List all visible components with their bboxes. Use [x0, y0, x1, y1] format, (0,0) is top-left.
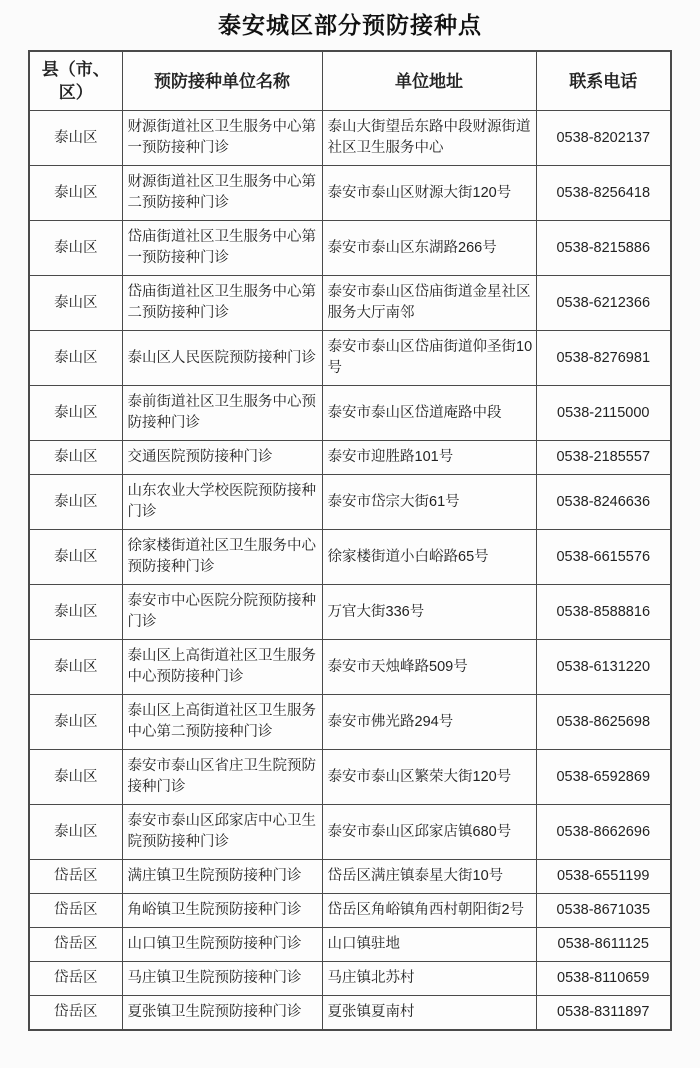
cell-phone: 0538-6592869: [536, 750, 671, 805]
cell-name: 泰山区上高街道社区卫生服务中心预防接种门诊: [122, 640, 322, 695]
table-row: [29, 331, 671, 386]
cell-phone: 0538-6551199: [536, 860, 671, 894]
cell-address: 山口镇驻地: [322, 928, 536, 962]
cell-phone: 0538-8256418: [536, 166, 671, 221]
cell-phone: 0538-8110659: [536, 962, 671, 996]
table-row: [29, 441, 671, 475]
cell-name: 泰山区人民医院预防接种门诊: [122, 331, 322, 386]
table-row: [29, 111, 671, 166]
cell-address: 泰安市泰山区邱家店镇680号: [322, 805, 536, 860]
column-header-phone: 联系电话: [536, 51, 671, 111]
table-row: [29, 996, 671, 1031]
cell-district: 泰山区: [29, 441, 122, 475]
cell-name: 财源街道社区卫生服务中心第二预防接种门诊: [122, 166, 322, 221]
cell-district: 岱岳区: [29, 962, 122, 996]
table-row: [29, 166, 671, 221]
cell-name: 泰安市泰山区省庄卫生院预防接种门诊: [122, 750, 322, 805]
cell-phone: 0538-2185557: [536, 441, 671, 475]
cell-district: 泰山区: [29, 111, 122, 166]
cell-address: 泰山大街望岳东路中段财源街道社区卫生服务中心: [322, 111, 536, 166]
cell-name: 交通医院预防接种门诊: [122, 441, 322, 475]
table-row: [29, 640, 671, 695]
cell-name: 山东农业大学校医院预防接种门诊: [122, 475, 322, 530]
cell-name: 夏张镇卫生院预防接种门诊: [122, 996, 322, 1031]
cell-address: 泰安市泰山区东湖路266号: [322, 221, 536, 276]
table-row: [29, 860, 671, 894]
cell-address: 万官大街336号: [322, 585, 536, 640]
cell-address: 泰安市泰山区岱道庵路中段: [322, 386, 536, 441]
cell-address: 泰安市泰山区财源大街120号: [322, 166, 536, 221]
table-row: [29, 750, 671, 805]
cell-name: 泰山区上高街道社区卫生服务中心第二预防接种门诊: [122, 695, 322, 750]
cell-phone: 0538-6131220: [536, 640, 671, 695]
table-row: [29, 475, 671, 530]
cell-phone: 0538-6615576: [536, 530, 671, 585]
vaccination-sites-table: [28, 50, 672, 1031]
cell-phone: 0538-8215886: [536, 221, 671, 276]
cell-name: 马庄镇卫生院预防接种门诊: [122, 962, 322, 996]
cell-phone: 0538-8311897: [536, 996, 671, 1031]
cell-district: 泰山区: [29, 475, 122, 530]
cell-district: 岱岳区: [29, 860, 122, 894]
cell-address: 岱岳区满庄镇泰星大街10号: [322, 860, 536, 894]
cell-phone: 0538-8625698: [536, 695, 671, 750]
cell-phone: 0538-8611125: [536, 928, 671, 962]
cell-address: 泰安市佛光路294号: [322, 695, 536, 750]
table-row: [29, 805, 671, 860]
cell-address: 泰安市迎胜路101号: [322, 441, 536, 475]
table-row: [29, 386, 671, 441]
cell-name: 满庄镇卫生院预防接种门诊: [122, 860, 322, 894]
cell-district: 岱岳区: [29, 894, 122, 928]
cell-district: 泰山区: [29, 166, 122, 221]
cell-district: 泰山区: [29, 750, 122, 805]
cell-phone: 0538-2115000: [536, 386, 671, 441]
table-row: [29, 276, 671, 331]
cell-name: 山口镇卫生院预防接种门诊: [122, 928, 322, 962]
cell-name: 泰安市中心医院分院预防接种门诊: [122, 585, 322, 640]
page-title: 泰安城区部分预防接种点: [218, 12, 482, 38]
cell-district: 泰山区: [29, 276, 122, 331]
cell-name: 角峪镇卫生院预防接种门诊: [122, 894, 322, 928]
column-header-address: 单位地址: [322, 51, 536, 111]
table-row: [29, 585, 671, 640]
cell-district: 泰山区: [29, 640, 122, 695]
table-body: [29, 111, 671, 1031]
cell-address: 泰安市泰山区岱庙街道金星社区服务大厅南邻: [322, 276, 536, 331]
cell-address: 马庄镇北苏村: [322, 962, 536, 996]
cell-district: 泰山区: [29, 695, 122, 750]
cell-phone: 0538-8276981: [536, 331, 671, 386]
cell-district: 岱岳区: [29, 928, 122, 962]
cell-district: 泰山区: [29, 585, 122, 640]
cell-phone: 0538-8662696: [536, 805, 671, 860]
column-header-district: 县（市、区）: [29, 51, 122, 111]
table-row: [29, 221, 671, 276]
cell-district: 泰山区: [29, 530, 122, 585]
cell-phone: 0538-6212366: [536, 276, 671, 331]
cell-address: 夏张镇夏南村: [322, 996, 536, 1031]
cell-address: 泰安市泰山区岱庙街道仰圣街10号: [322, 331, 536, 386]
cell-district: 泰山区: [29, 386, 122, 441]
cell-address: 泰安市泰山区繁荣大街120号: [322, 750, 536, 805]
table-row: [29, 894, 671, 928]
cell-phone: 0538-8671035: [536, 894, 671, 928]
table-header: [29, 51, 671, 111]
cell-name: 财源街道社区卫生服务中心第一预防接种门诊: [122, 111, 322, 166]
cell-address: 岱岳区角峪镇角西村朝阳街2号: [322, 894, 536, 928]
cell-phone: 0538-8246636: [536, 475, 671, 530]
table-header-row: [29, 51, 671, 111]
cell-address: 泰安市岱宗大街61号: [322, 475, 536, 530]
cell-name: 岱庙街道社区卫生服务中心第一预防接种门诊: [122, 221, 322, 276]
table-row: [29, 962, 671, 996]
cell-district: 岱岳区: [29, 996, 122, 1031]
table-row: [29, 530, 671, 585]
cell-district: 泰山区: [29, 805, 122, 860]
cell-phone: 0538-8588816: [536, 585, 671, 640]
cell-address: 徐家楼街道小白峪路65号: [322, 530, 536, 585]
cell-phone: 0538-8202137: [536, 111, 671, 166]
cell-name: 岱庙街道社区卫生服务中心第二预防接种门诊: [122, 276, 322, 331]
cell-district: 泰山区: [29, 331, 122, 386]
table-row: [29, 928, 671, 962]
cell-name: 泰安市泰山区邱家店中心卫生院预防接种门诊: [122, 805, 322, 860]
cell-name: 徐家楼街道社区卫生服务中心预防接种门诊: [122, 530, 322, 585]
table-row: [29, 695, 671, 750]
column-header-name: 预防接种单位名称: [122, 51, 322, 111]
cell-address: 泰安市天烛峰路509号: [322, 640, 536, 695]
cell-name: 泰前街道社区卫生服务中心预防接种门诊: [122, 386, 322, 441]
cell-district: 泰山区: [29, 221, 122, 276]
